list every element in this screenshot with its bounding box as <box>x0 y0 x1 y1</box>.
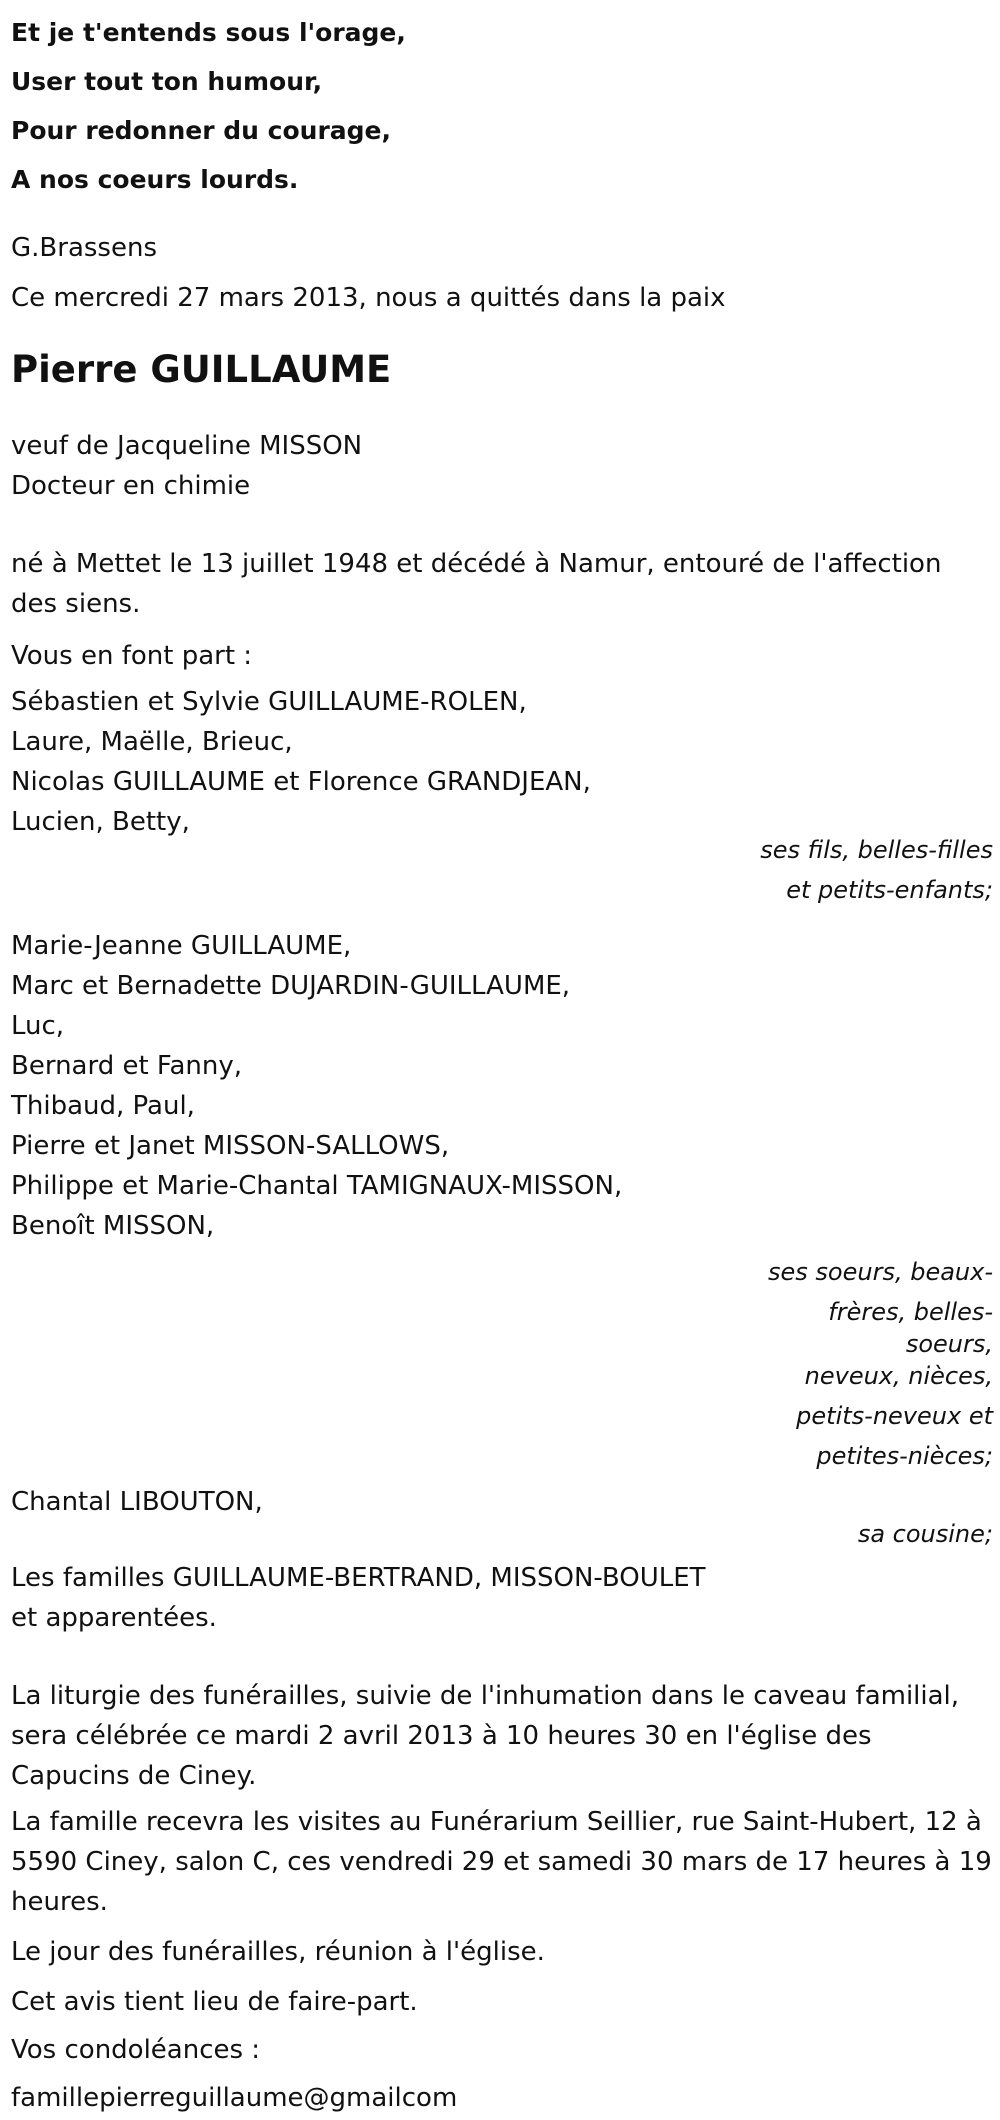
meeting: Le jour des funérailles, réunion à l'église. <box>11 1937 545 1967</box>
family-name: Chantal LIBOUTON, <box>11 1487 263 1517</box>
condolences-label: Vos condoléances : <box>11 2035 261 2065</box>
family-group-cousin <box>11 1482 993 1554</box>
family-name: Lucien, Betty, <box>11 807 190 837</box>
family-name: Marie-Jeanne GUILLAUME, <box>11 931 352 961</box>
relation-line: ses fils, belles-filles <box>760 836 993 864</box>
family-name: Philippe et Marie-Chantal TAMIGNAUX-MISSON, <box>11 1171 623 1201</box>
poem <box>11 8 993 204</box>
family-name: Pierre et Janet MISSON-SALLOWS, <box>11 1131 450 1161</box>
family-name: Luc, <box>11 1011 65 1041</box>
poem-author: G.Brassens <box>11 233 157 263</box>
family-name: Thibaud, Paul, <box>11 1091 195 1121</box>
family-name: Nicolas GUILLAUME et Florence GRANDJEAN, <box>11 767 591 797</box>
notice: Cet avis tient lieu de faire-part. <box>11 1987 418 2017</box>
email: famillepierreguillaume@gmailcom <box>11 2083 458 2113</box>
relation-line: et petits-enfants; <box>786 876 993 904</box>
profession-line: Docteur en chimie <box>11 471 251 501</box>
obituary-content <box>11 8 993 2120</box>
relation-line: petits-neveux et <box>796 1402 993 1430</box>
poem-line: Pour redonner du courage, <box>11 116 392 145</box>
birth-death: né à Mettet le 13 juillet 1948 et décédé à Namur, entouré de l'affection des siens. <box>11 549 942 619</box>
family-group-children <box>11 682 993 910</box>
families <box>11 1558 993 1638</box>
family-name: Marc et Bernadette DUJARDIN-GUILLAUME, <box>11 971 571 1001</box>
visits: La famille recevra les visites au Funérarium Seillier, rue Saint-Hubert, 12 à 5590 Ciney, salon C, ces vendredi 29 et samedi 30 mars de 17 heures à 19 heures. <box>11 1807 992 1917</box>
announcement: Ce mercredi 27 mars 2013, nous a quittés dans la paix <box>11 283 726 313</box>
poem-line: User tout ton humour, <box>11 67 323 96</box>
relation-line: ses soeurs, beaux- <box>768 1258 993 1286</box>
relation-line: petites-nièces; <box>816 1442 993 1470</box>
relation-siblings <box>11 1252 993 1476</box>
family-group-siblings <box>11 926 993 1476</box>
family-name: Benoît MISSON, <box>11 1211 215 1241</box>
families-line: Les familles GUILLAUME-BERTRAND, MISSON-BOULET <box>11 1563 706 1593</box>
spouse-line: veuf de Jacqueline MISSON <box>11 431 363 461</box>
liturgy: La liturgie des funérailles, suivie de l'inhumation dans le caveau familial, sera célébrée ce mardi 2 avril 2013 à 10 heures 30 en l'église des Capucins de Ciney. <box>11 1681 960 1791</box>
status-lines <box>11 426 993 506</box>
poem-line: Et je t'entends sous l'orage, <box>11 18 406 47</box>
poem-line: A nos coeurs lourds. <box>11 165 299 194</box>
families-line: et apparentées. <box>11 1603 217 1633</box>
relation-line: soeurs, <box>905 1330 993 1358</box>
relation-line: frères, belles- <box>828 1298 993 1326</box>
family-name: Bernard et Fanny, <box>11 1051 243 1081</box>
family-name: Sébastien et Sylvie GUILLAUME-ROLEN, <box>11 687 527 717</box>
relation-line: neveux, nièces, <box>804 1362 993 1390</box>
relation-children <box>11 830 993 910</box>
relation-line: sa cousine; <box>857 1520 993 1548</box>
family-name: Laure, Maëlle, Brieuc, <box>11 727 293 757</box>
deceased-name: Pierre GUILLAUME <box>11 348 392 391</box>
share-intro: Vous en font part : <box>11 641 253 671</box>
